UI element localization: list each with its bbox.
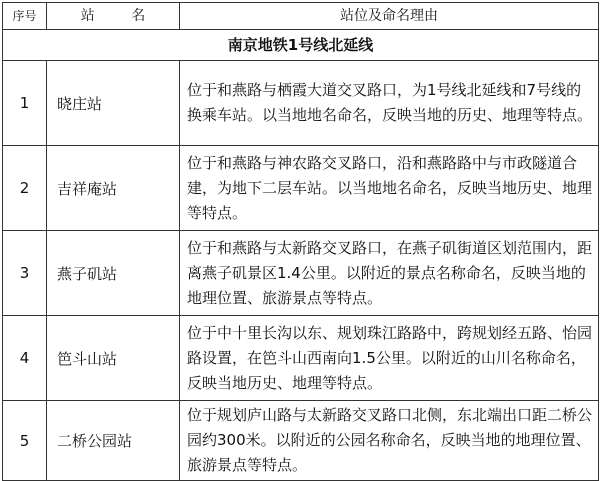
row-station-name: 二桥公园站 <box>47 401 180 481</box>
table-row <box>3 231 599 316</box>
row-station-name: 燕子矶站 <box>47 231 180 316</box>
table-row <box>3 316 599 401</box>
table-row <box>3 146 599 231</box>
row-description: 位于和燕路与栖霞大道交叉路口，为1号线北延线和7号线的换乘车站。以当地地名命名，反映当地的历史、地理等特点。 <box>180 61 599 146</box>
row-seq: 5 <box>3 401 47 481</box>
header-reason: 站位及命名理由 <box>180 3 599 30</box>
row-seq: 3 <box>3 231 47 316</box>
row-seq: 4 <box>3 316 47 401</box>
table-header-row <box>3 3 599 30</box>
row-station-name: 笆斗山站 <box>47 316 180 401</box>
row-description: 位于和燕路与太新路交叉路口，在燕子矶街道区划范围内，距离燕子矶景区1.4公里。以附近的景点名称命名，反映当地的地理位置、旅游景点等特点。 <box>180 231 599 316</box>
table-row <box>3 61 599 146</box>
row-seq: 1 <box>3 61 47 146</box>
table-row <box>3 401 599 481</box>
row-description: 位于中十里长沟以东、规划珠江路路中，跨规划经五路、怡园路设置，在笆斗山西南向1.5公里。以附近的山川名称命名，反映当地历史、地理等特点。 <box>180 316 599 401</box>
header-station-name: 站 名 <box>47 3 180 30</box>
row-station-name: 吉祥庵站 <box>47 146 180 231</box>
station-naming-table <box>2 2 599 481</box>
row-description: 位于和燕路与神农路交叉路口，沿和燕路路中与市政隧道合建，为地下二层车站。以当地地名命名，反映当地历史、地理等特点。 <box>180 146 599 231</box>
section-row <box>3 30 599 61</box>
row-seq: 2 <box>3 146 47 231</box>
row-station-name: 晓庄站 <box>47 61 180 146</box>
row-description: 位于规划庐山路与太新路交叉路口北侧，东北端出口距二桥公园约300米。以附近的公园名称命名，反映当地的地理位置、旅游景点等特点。 <box>180 401 599 481</box>
header-seq: 序号 <box>3 3 47 30</box>
section-title: 南京地铁1号线北延线 <box>3 30 599 61</box>
